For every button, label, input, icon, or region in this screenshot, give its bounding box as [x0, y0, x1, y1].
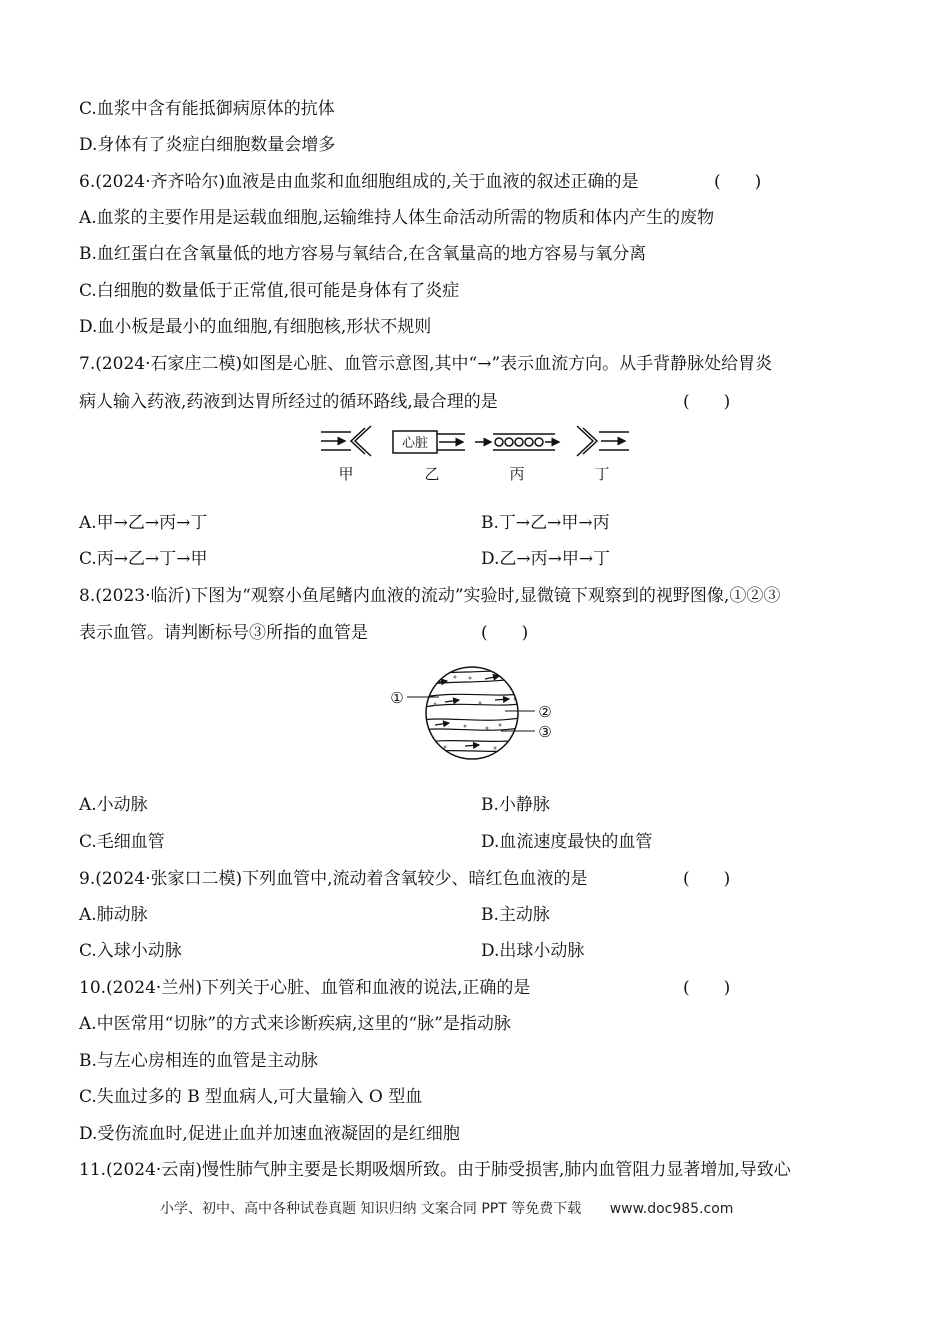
q7-option-c: C.丙→乙→丁→甲 — [79, 549, 208, 569]
q7-vessel-figure — [315, 420, 635, 490]
vessel-ding — [577, 426, 629, 456]
q7-stem-line1: 7.(2024·石家庄二模)如图是心脏、血管示意图,其中“→”表示血流方向。从手背静脉处给胃炎 — [79, 354, 773, 374]
footer-url[interactable]: www.doc985.com — [609, 1201, 734, 1217]
q7-answer-paren: ( ) — [683, 392, 731, 412]
page-footer — [160, 1198, 733, 1218]
label-bing: 丙 — [509, 465, 525, 483]
mark-1: ① — [390, 689, 404, 707]
q7-option-b: B.丁→乙→甲→丙 — [481, 513, 610, 533]
q7-stem-line2: 病人输入药液,药液到达胃所经过的循环路线,最合理的是 — [79, 392, 498, 412]
q8-stem-line1: 8.(2023·临沂)下图为“观察小鱼尾鳍内血液的流动”实验时,显微镜下观察到的视野图像,①②③ — [79, 586, 781, 606]
q6-answer-paren: ( ) — [714, 172, 762, 192]
q9-option-d: D.出球小动脉 — [481, 941, 585, 961]
mark-2: ② — [538, 703, 552, 721]
heart-label: 心脏 — [401, 436, 429, 451]
footer-text: 小学、初中、高中各种试卷真题 知识归纳 文案合同 PPT 等免费下载 — [160, 1201, 582, 1217]
q5-option-c: C.血浆中含有能抵御病原体的抗体 — [79, 99, 335, 119]
q6-option-c: C.白细胞的数量低于正常值,很可能是身体有了炎症 — [79, 281, 460, 301]
q6-option-b: B.血红蛋白在含氧量低的地方容易与氧结合,在含氧量高的地方容易与氧分离 — [79, 244, 647, 264]
q9-option-c: C.入球小动脉 — [79, 941, 182, 961]
q11-stem-line1: 11.(2024·云南)慢性肺气肿主要是长期吸烟所致。由于肺受损害,肺内血管阻力显著增加,导致心 — [79, 1160, 791, 1180]
q5-option-d: D.身体有了炎症白细胞数量会增多 — [79, 135, 336, 155]
vessel-jia — [321, 426, 371, 456]
q10-option-a: A.中医常用“切脉”的方式来诊断疾病,这里的“脉”是指动脉 — [79, 1014, 511, 1034]
label-jia: 甲 — [338, 465, 354, 483]
q10-answer-paren: ( ) — [683, 978, 731, 998]
q10-option-b: B.与左心房相连的血管是主动脉 — [79, 1051, 318, 1071]
q10-option-c: C.失血过多的 B 型血病人,可大量输入 O 型血 — [79, 1087, 423, 1107]
q6-stem: 6.(2024·齐齐哈尔)血液是由血浆和血细胞组成的,关于血液的叙述正确的是 — [79, 172, 639, 192]
q8-option-a: A.小动脉 — [79, 795, 148, 815]
q10-option-d: D.受伤流血时,促进止血并加速血液凝固的是红细胞 — [79, 1124, 460, 1144]
q6-option-d: D.血小板是最小的血细胞,有细胞核,形状不规则 — [79, 317, 432, 337]
q7-option-a: A.甲→乙→丙→丁 — [79, 513, 208, 533]
q8-stem-line2: 表示血管。请判断标号③所指的血管是 — [79, 623, 368, 643]
q8-option-c: C.毛细血管 — [79, 832, 165, 852]
q8-microscope-figure — [385, 655, 575, 773]
q6-option-a: A.血浆的主要作用是运载血细胞,运输维持人体生命活动所需的物质和体内产生的废物 — [79, 208, 715, 228]
label-yi: 乙 — [424, 465, 440, 483]
q8-answer-paren: ( ) — [481, 623, 529, 643]
mark-3: ③ — [538, 723, 552, 741]
vessel-bing — [475, 434, 559, 450]
q8-option-b: B.小静脉 — [481, 795, 550, 815]
q9-option-a: A.肺动脉 — [79, 905, 148, 925]
q9-answer-paren: ( ) — [683, 869, 731, 889]
label-ding: 丁 — [594, 465, 610, 483]
q10-stem: 10.(2024·兰州)下列关于心脏、血管和血液的说法,正确的是 — [79, 978, 531, 998]
q9-stem: 9.(2024·张家口二模)下列血管中,流动着含氧较少、暗红色血液的是 — [79, 869, 588, 889]
q7-option-d: D.乙→丙→甲→丁 — [481, 549, 611, 569]
q8-option-d: D.血流速度最快的血管 — [481, 832, 653, 852]
q9-option-b: B.主动脉 — [481, 905, 550, 925]
